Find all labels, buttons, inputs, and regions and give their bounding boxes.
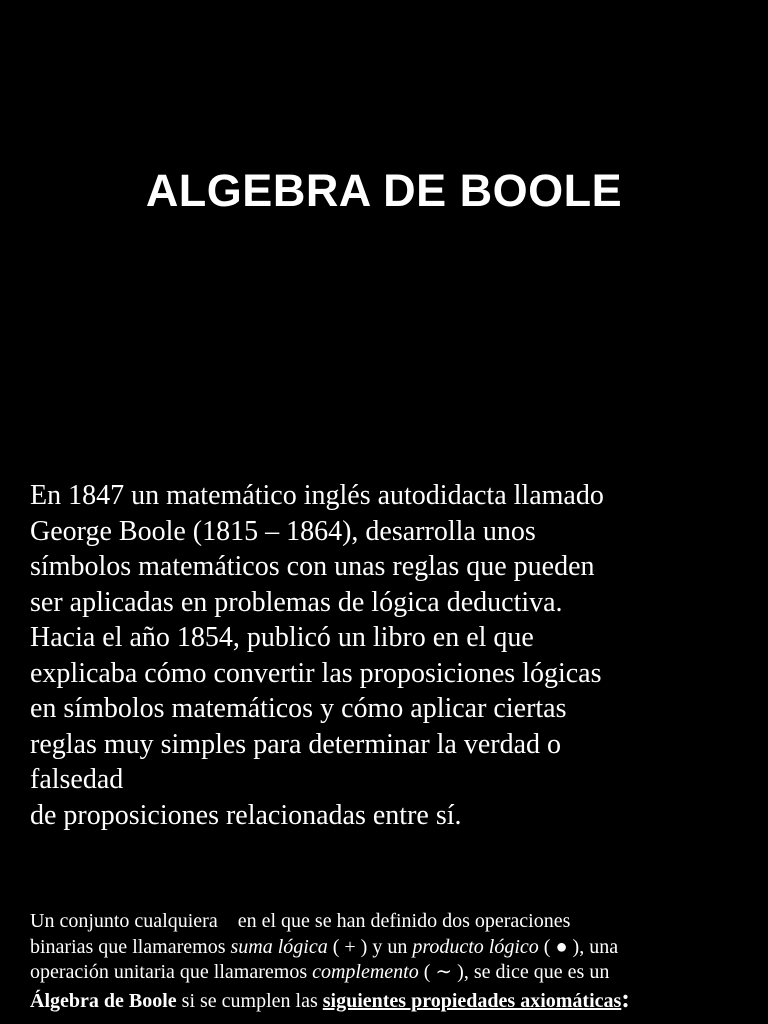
boolean-algebra-definition <box>30 909 742 1014</box>
intro-line: Hacia el año 1854, publicó un libro en el que <box>30 622 534 653</box>
intro-line: falsedad <box>30 764 124 795</box>
definition-text: operación unitaria que llamaremos <box>30 961 313 983</box>
intro-line: símbolos matemáticos con unas reglas que pueden <box>30 551 595 582</box>
intro-line: explicaba cómo convertir las proposiciones lógicas <box>30 657 602 689</box>
intro-line: de proposiciones relacionadas entre sí. <box>30 799 462 831</box>
definition-text: Un conjunto cualquiera <box>30 910 218 932</box>
definition-text: binarias que llamaremos <box>30 935 231 958</box>
definition-line <box>30 935 742 961</box>
definition-line <box>30 960 742 986</box>
intro-line: en símbolos matemáticos y cómo aplicar ciertas <box>30 693 567 724</box>
intro-line: George Boole (1815 – 1864), desarrolla unos <box>30 515 536 547</box>
intro-line: En 1847 un matemático inglés autodidacta llamado <box>30 480 604 511</box>
boolean-algebra-term: Álgebra de Boole <box>30 989 177 1012</box>
intro-paragraph <box>30 478 730 833</box>
definition-text: si se cumplen las <box>176 989 323 1012</box>
definition-colon: : <box>621 983 630 1013</box>
complement-term: complemento <box>312 961 419 983</box>
definition-text: ( ∼ ), se dice que es un <box>418 961 610 983</box>
definition-text: ( + ) y un <box>327 935 413 958</box>
definition-line <box>30 909 742 935</box>
definition-line <box>30 983 742 1015</box>
axiomatic-properties-link[interactable]: siguientes propiedades axiomáticas <box>322 989 622 1012</box>
definition-text: en el que se han definido dos operaciones <box>237 910 571 932</box>
intro-line: reglas muy simples para determinar la verdad o <box>30 728 562 760</box>
logical-sum-term: suma lógica <box>230 935 328 958</box>
definition-text: ( ● ), una <box>538 935 619 958</box>
logical-product-term: producto lógico <box>412 935 539 958</box>
intro-line: ser aplicadas en problemas de lógica deductiva. <box>30 586 563 618</box>
page-title: ALGEBRA DE BOOLE <box>145 165 623 216</box>
